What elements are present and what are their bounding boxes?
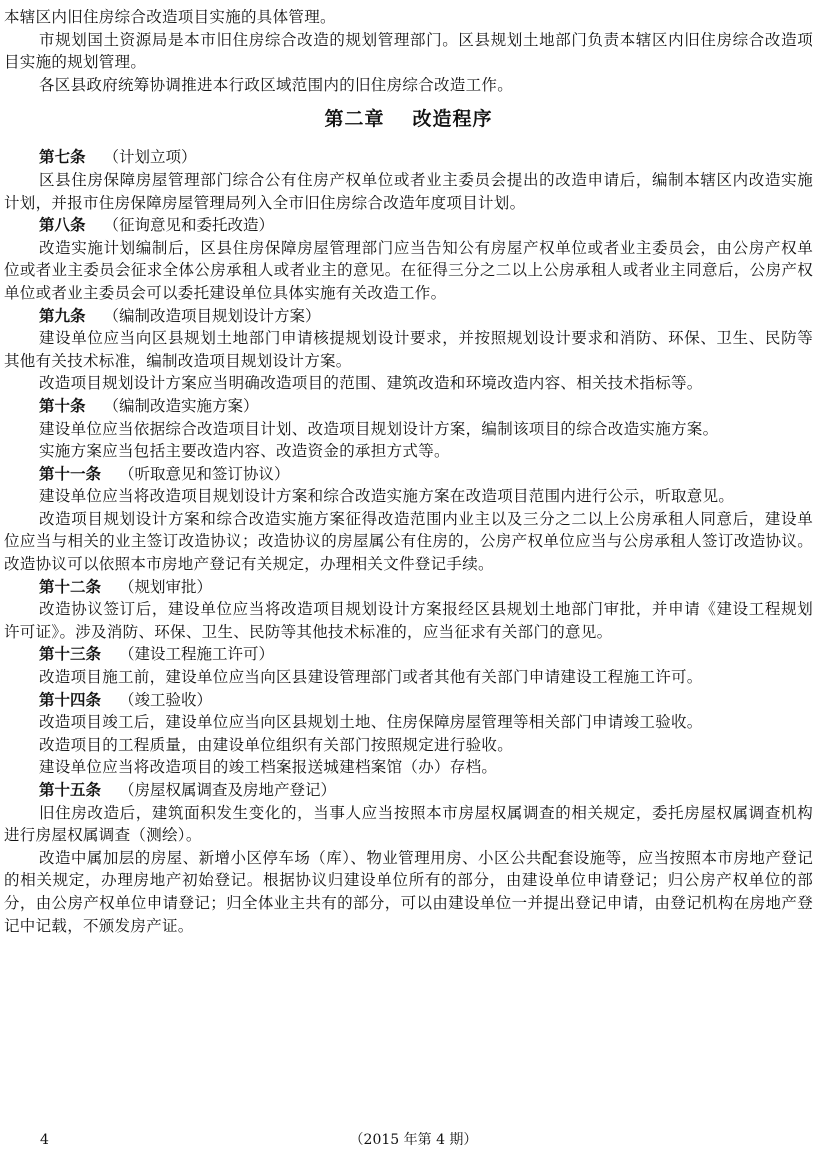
article-title: （建设工程施工许可） xyxy=(119,645,275,664)
article-paragraph: 改造中属加层的房屋、新增小区停车场（库）、物业管理用房、小区公共配套设施等，应当按照本市房地产登记的相关规定，办理房地产初始登记。根据协议归建设单位所有的部分，由建设单位申请登记；归公房产权单位的部分，由公房产权单位申请登记；归全体业主共有的部分，可以由建设单位一并提出登记申请，由登记机构在房地产登记中记载，不颁发房产证。 xyxy=(4,848,813,935)
article-number: 第十三条 xyxy=(39,645,102,664)
intro-paragraph: 本辖区内旧住房综合改造项目实施的具体管理。 xyxy=(4,8,336,26)
article-paragraph: 建设单位应当将改造项目规划设计方案和综合改造实施方案在改造项目范围内进行公示，听取意见。 xyxy=(39,487,735,506)
article-heading xyxy=(4,146,813,169)
chapter-number: 第二章 xyxy=(324,108,385,131)
article-title: （编制改造项目规划设计方案） xyxy=(103,306,321,325)
article-heading xyxy=(4,395,813,418)
article-heading xyxy=(4,779,813,802)
article-heading xyxy=(4,214,813,237)
article-paragraph: 改造项目竣工后，建设单位应当向区县规划土地、住房保障房屋管理等相关部门申请竣工验收。 xyxy=(39,713,703,732)
article-number: 第九条 xyxy=(39,306,86,325)
page-footer xyxy=(0,1128,827,1152)
article-heading xyxy=(4,463,813,486)
article-paragraph: 改造项目规划设计方案应当明确改造项目的范围、建筑改造和环境改造内容、相关技术指标等。 xyxy=(39,374,703,393)
article-title: （计划立项） xyxy=(103,148,197,167)
article-paragraph: 区县住房保障房屋管理部门综合公有住房产权单位或者业主委员会提出的改造申请后，编制本辖区内改造实施计划，并报市住房保障房屋管理局列入全市旧住房综合改造年度项目计划。 xyxy=(4,170,813,212)
article-paragraph: 改造项目规划设计方案和综合改造实施方案征得改造范围内业主以及三分之二以上公房承租人同意后，建设单位应当与相关的业主签订改造协议；改造协议的房屋属公有住房的，公房产权单位应当与公房承租人签订改造协议。改造协议可以依照本市房地产登记有关规定，办理相关文件登记手续。 xyxy=(4,509,813,574)
article-paragraph: 改造项目的工程质量，由建设单位组织有关部门按照规定进行验收。 xyxy=(39,735,514,754)
article-paragraph: 改造项目施工前，建设单位应当向区县建设管理部门或者其他有关部门申请建设工程施工许可。 xyxy=(39,668,703,687)
intro-paragraph: 市规划国土资源局是本市旧住房综合改造的规划管理部门。区县规划土地部门负责本辖区内旧住房综合改造项目实施的规划管理。 xyxy=(4,30,813,72)
article-heading xyxy=(4,689,813,712)
article-paragraph: 建设单位应当依据综合改造项目计划、改造项目规划设计方案，编制该项目的综合改造实施方案。 xyxy=(39,419,719,438)
article-title: （编制改造实施方案） xyxy=(103,396,259,415)
article-paragraph: 建设单位应当将改造项目的竣工档案报送城建档案馆（办）存档。 xyxy=(39,758,498,777)
article-heading xyxy=(4,305,813,328)
article-title: （听取意见和签订协议） xyxy=(119,464,290,483)
article-number: 第十五条 xyxy=(39,781,102,799)
article-title: （征询意见和委托改造） xyxy=(103,216,275,235)
page-number: 4 xyxy=(40,1132,49,1148)
intro-paragraph: 各区县政府统筹协调推进本行政区域范围内的旧住房综合改造工作。 xyxy=(39,75,514,94)
article-heading xyxy=(4,576,813,599)
article-heading xyxy=(4,643,813,666)
article-title: （竣工验收） xyxy=(119,690,213,709)
article-number: 第十四条 xyxy=(39,690,102,709)
article-paragraph: 改造协议签订后，建设单位应当将改造项目规划设计方案报经区县规划土地部门审批，并申请《建设工程规划许可证》。涉及消防、环保、卫生、民防等其他技术标准的，应当征求有关部门的意见。 xyxy=(4,600,813,641)
article-paragraph: 实施方案应当包括主要改造内容、改造资金的承担方式等。 xyxy=(39,442,450,461)
article-number: 第十条 xyxy=(39,396,86,415)
article-paragraph: 改造实施计划编制后，区县住房保障房屋管理部门应当告知公有房屋产权单位或者业主委员会，由公房产权单位或者业主委员会征求全体公房承租人或者业主的意见。在征得三分之二以上公房承租人或者业主同意后，公房产权单位或者业主委员会可以委托建设单位具体实施有关改造工作。 xyxy=(4,238,813,302)
article-paragraph: 建设单位应当向区县规划土地部门申请核提规划设计要求，并按照规划设计要求和消防、环保、卫生、民防等其他有关技术标准，编制改造项目规划设计方案。 xyxy=(4,329,813,370)
article-title: （规划审批） xyxy=(119,577,213,596)
issue-label: （2015 年第 4 期） xyxy=(349,1132,478,1148)
article-title: （房屋权属调查及房地产登记） xyxy=(119,781,337,799)
article-number: 第十二条 xyxy=(39,577,102,596)
chapter-title: 改造程序 xyxy=(412,108,493,131)
article-number: 第十一条 xyxy=(39,464,102,483)
article-paragraph: 旧住房改造后，建筑面积发生变化的，当事人应当按照本市房屋权属调查的相关规定，委托房屋权属调查机构进行房屋权属调查（测绘）。 xyxy=(4,803,813,845)
article-number: 第八条 xyxy=(39,216,86,235)
chapter-heading xyxy=(4,106,813,132)
article-number: 第七条 xyxy=(39,148,86,167)
